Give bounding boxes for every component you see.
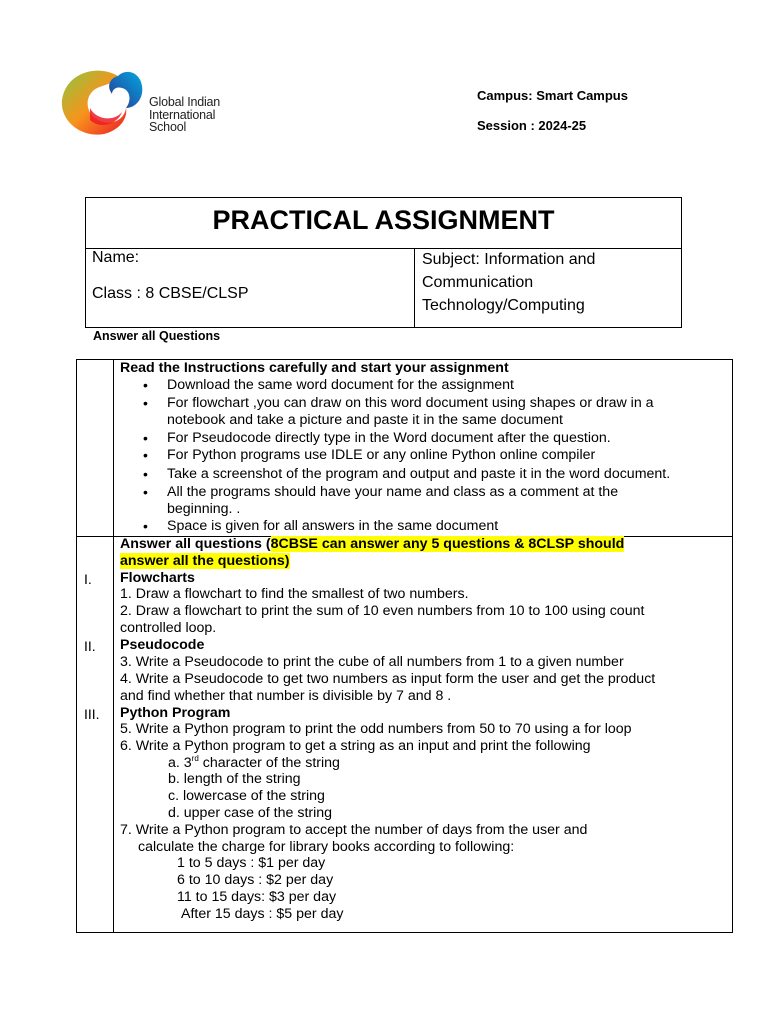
question-item: controlled loop. [120,620,217,636]
question-item: calculate the charge for library books according to following: [138,839,515,855]
instruction-item: Space is given for all answers in the same document [167,518,499,534]
question-item: 1. Draw a flowchart to find the smallest of two numbers. [120,586,469,602]
school-logo [60,64,240,140]
logo-line-3: School [149,120,187,134]
bullet-icon: • [143,447,148,463]
page-title: PRACTICAL ASSIGNMENT [212,205,555,235]
subject-line-1: Subject: Information and [422,251,596,268]
bullet-icon: • [143,430,148,446]
questions-table [76,359,733,933]
name-label: Name: [92,249,140,266]
fee-line: 1 to 5 days : $1 per day [177,855,326,871]
questions-intro [120,536,624,553]
q6a-suffix: character of the string [198,755,340,771]
instruction-item: For Python programs use IDLE or any online Python online compiler [167,447,596,463]
section-title-python: Python Program [120,705,231,721]
bullet-icon: • [143,377,148,393]
title-box [85,197,682,328]
question-subitem [168,755,340,772]
subject-line-3: Technology/Computing [422,297,585,314]
question-item: 4. Write a Pseudocode to get two numbers as input form the user and get the product [120,671,656,687]
instruction-item: beginning. . [167,501,241,517]
instruction-item: For flowchart ,you can draw on this word document using shapes or draw in a [167,395,654,411]
question-item: 6. Write a Python program to get a string as an input and print the following [120,738,591,754]
question-item: 2. Draw a flowchart to print the sum of 10 even numbers from 10 to 100 using count [120,603,645,619]
section-number: III. [84,706,100,722]
question-subitem: c. lowercase of the string [168,788,325,804]
instructions-heading: Read the Instructions carefully and start your assignment [120,360,509,376]
q6a-superscript: rd [191,754,199,763]
questions-intro-highlight: 8CBSE can answer any 5 questions & 8CLSP should [270,536,625,552]
logo-line-1: Global Indian [149,95,221,109]
student-info-cell [86,248,415,328]
fee-line: After 15 days : $5 per day [181,906,344,922]
session-label: Session : 2024-25 [477,118,587,133]
question-item: 7. Write a Python program to accept the number of days from the user and [120,822,588,838]
fee-line: 6 to 10 days : $2 per day [177,872,334,888]
instruction-item: All the programs should have your name and class as a comment at the [167,484,619,500]
school-logo-text [149,96,220,134]
bullet-icon: • [143,518,148,534]
answer-all-label: Answer all Questions [93,329,221,343]
questions-intro-line-2 [120,553,290,570]
subject-cell [422,248,672,317]
question-item: 5. Write a Python program to print the odd numbers from 50 to 70 using a for loop [120,721,632,737]
instruction-item: notebook and take a picture and paste it in the same document [167,412,563,428]
questions-intro-prefix: Answer all questions ( [120,536,271,552]
questions-intro-highlight-2: answer all the questions) [120,553,290,569]
school-logo-mark [60,64,144,140]
fee-line: 11 to 15 days: $3 per day [177,889,337,905]
question-item: and find whether that number is divisible by 7 and 8 . [120,688,452,704]
instruction-item: Download the same word document for the assignment [167,377,514,393]
campus-label: Campus: Smart Campus [477,88,628,103]
section-number: II. [84,638,96,654]
section-title-flowcharts: Flowcharts [120,570,195,586]
bullet-icon: • [143,466,148,482]
section-number: I. [84,571,92,587]
bullet-icon: • [143,484,148,500]
question-subitem: b. length of the string [168,771,301,787]
q6a-prefix: a. 3 [168,755,192,771]
section-title-pseudocode: Pseudocode [120,637,205,653]
table-column-divider [113,360,114,932]
logo-line-2: International [149,107,216,122]
class-label: Class : 8 CBSE/CLSP [92,285,249,302]
instruction-item: For Pseudocode directly type in the Word document after the question. [167,430,611,446]
subject-line-2: Communication [422,274,534,291]
instruction-item: Take a screenshot of the program and output and paste it in the word document. [167,466,671,482]
title-row [86,198,681,249]
bullet-icon: • [143,395,148,411]
question-subitem: d. upper case of the string [168,805,333,821]
question-item: 3. Write a Pseudocode to print the cube of all numbers from 1 to a given number [120,654,624,670]
